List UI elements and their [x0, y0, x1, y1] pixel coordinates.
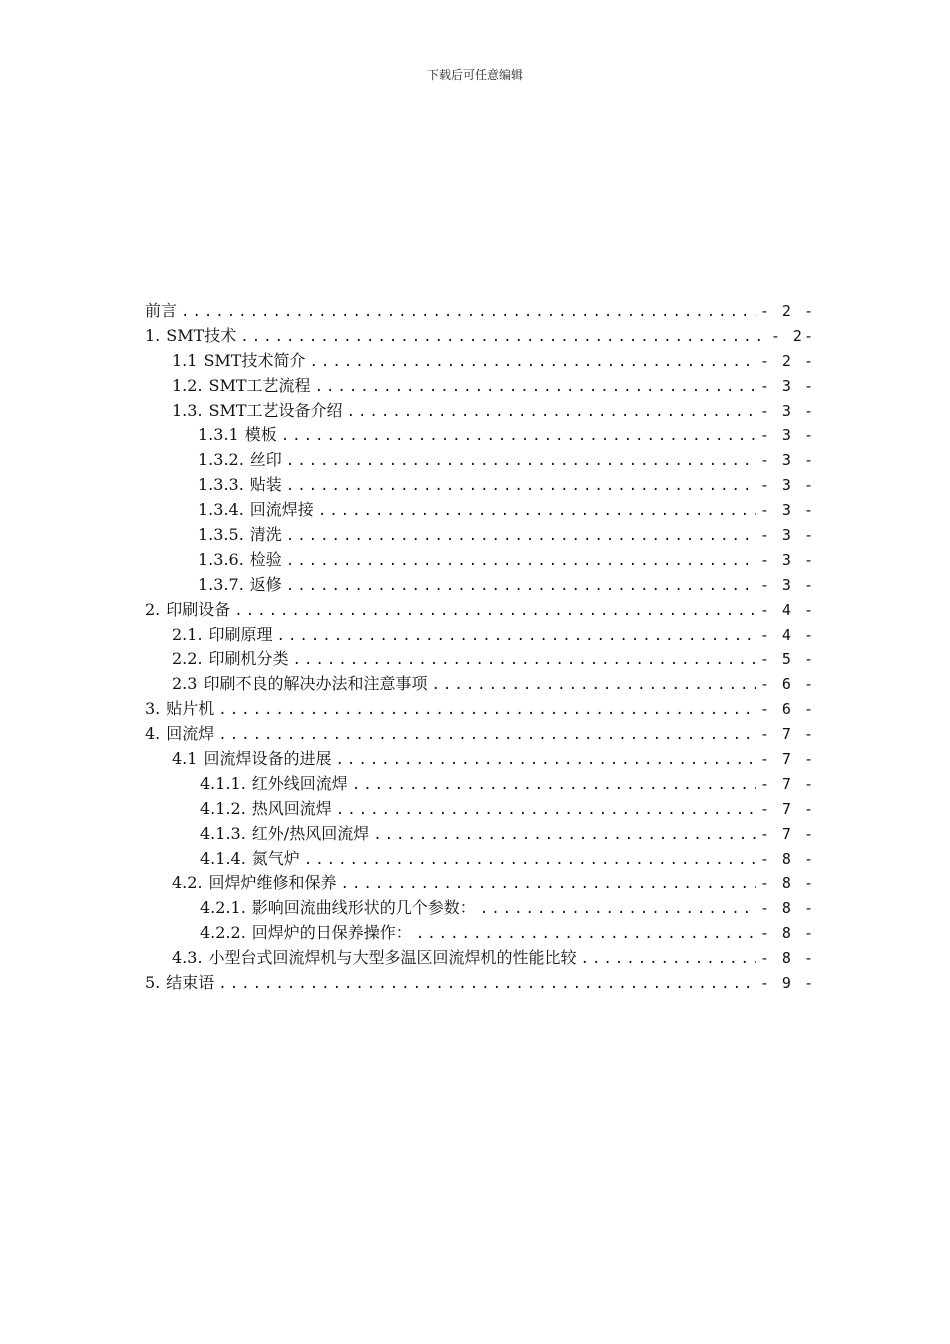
toc-entry-page: - 3 -	[759, 401, 815, 420]
toc-entry[interactable]	[145, 472, 815, 497]
toc-entry-title: SMT工艺流程	[208, 375, 311, 395]
toc-entry[interactable]	[145, 422, 815, 447]
toc-entry-number: 2.2.	[172, 649, 203, 669]
toc-entry[interactable]	[145, 970, 815, 995]
toc-dot-leader	[335, 752, 755, 768]
toc-entry-title: 回流焊	[166, 724, 215, 744]
toc-entry-page: - 3 -	[759, 476, 815, 495]
toc-entry-page: - 9 -	[759, 974, 815, 993]
toc-entry-page: - 8 -	[759, 849, 815, 868]
toc-entry[interactable]	[145, 646, 815, 671]
toc-dot-leader	[309, 354, 755, 370]
toc-entry-page: - 3 -	[759, 426, 815, 445]
toc-entry-number: 1.3.1	[198, 425, 239, 445]
toc-entry[interactable]	[145, 870, 815, 895]
toc-entry-page: - 3 -	[759, 451, 815, 470]
toc-entry[interactable]	[145, 497, 815, 522]
toc-entry-number: 4.1.4.	[200, 848, 246, 868]
toc-entry-page: - 4 -	[759, 600, 815, 619]
toc-entry-number: 2.	[145, 599, 161, 619]
toc-dot-leader	[234, 603, 756, 619]
toc-entry[interactable]	[145, 348, 815, 373]
toc-entry-title: 热风回流焊	[251, 798, 332, 818]
toc-entry-number: 1.3.6.	[198, 549, 244, 569]
toc-entry-title: 回流焊设备的进展	[203, 749, 332, 769]
page-header: 下载后可任意编辑	[426, 68, 523, 82]
toc-entry-number: 1.	[145, 325, 161, 345]
toc-entry-title: 回焊炉的日保养操作：	[251, 923, 412, 943]
toc-dot-leader	[286, 553, 756, 569]
toc-entry[interactable]	[145, 721, 815, 746]
toc-entry-title: 印刷原理	[208, 624, 273, 644]
toc-entry-page: - 5 -	[759, 650, 815, 669]
toc-entry[interactable]	[145, 771, 815, 796]
toc-dot-leader	[286, 453, 756, 469]
toc-entry-number: 5.	[145, 973, 161, 993]
toc-entry-page: - 2 -	[759, 302, 815, 320]
toc-dot-leader	[218, 702, 756, 718]
toc-dot-leader	[318, 503, 756, 519]
toc-dot-leader	[416, 926, 756, 942]
toc-entry-page: - 6 -	[759, 675, 815, 694]
toc-entry-number: 2.3	[172, 674, 198, 694]
toc-entry-number: 4.3.	[172, 948, 203, 968]
toc-entry-page: - 8 -	[759, 924, 815, 943]
toc-entry[interactable]	[145, 447, 815, 472]
toc-entry[interactable]	[145, 945, 815, 970]
toc-dot-leader	[352, 777, 756, 793]
toc-entry-number: 1.3.	[172, 400, 203, 420]
toc-entry-page: - 3 -	[759, 575, 815, 594]
toc-entry-title: SMT工艺设备介绍	[208, 400, 343, 420]
toc-dot-leader	[293, 652, 756, 668]
toc-entry-title: 贴片机	[166, 699, 215, 719]
toc-entry[interactable]	[145, 671, 815, 696]
toc-entry-number: 4.2.2.	[200, 923, 246, 943]
toc-entry-page: - 4 -	[759, 625, 815, 644]
toc-entry-title: 小型台式回流焊机与大型多温区回流焊机的性能比较	[208, 948, 577, 968]
toc-entry-page: - 3 -	[759, 550, 815, 569]
toc-entry-page: - 2 -	[759, 351, 815, 370]
toc-entry-number: 4.2.	[172, 873, 203, 893]
toc-dot-leader	[281, 428, 756, 444]
toc-entry[interactable]	[145, 597, 815, 622]
toc-dot-leader	[286, 528, 756, 544]
toc-entry-page: - 3 -	[759, 501, 815, 520]
toc-entry-page: - 3 -	[759, 376, 815, 395]
toc-dot-leader	[218, 727, 756, 743]
toc-entry-number: 4.	[145, 724, 161, 744]
toc-entry-number: 1.3.2.	[198, 450, 244, 470]
toc-entry-number: 1.3.5.	[198, 525, 244, 545]
toc-entry-title: 回流焊接	[249, 500, 314, 520]
toc-entry-page: - 7 -	[759, 824, 815, 843]
toc-dot-leader	[373, 827, 756, 843]
toc-entry-title: 贴装	[249, 475, 282, 495]
toc-entry-title: 结束语	[166, 973, 215, 993]
toc-dot-leader	[304, 852, 756, 868]
toc-entry[interactable]	[145, 522, 815, 547]
toc-dot-leader	[341, 876, 756, 892]
toc-entry-number: 4.1.3.	[200, 823, 246, 843]
toc-entry-number: 2.1.	[172, 624, 203, 644]
toc-dot-leader	[336, 802, 756, 818]
toc-entry[interactable]	[145, 746, 815, 771]
toc-entry[interactable]	[145, 796, 815, 821]
toc-entry-number: 1.3.7.	[198, 574, 244, 594]
toc-entry-page: - 8 -	[759, 899, 815, 918]
toc-entry-page: - 8 -	[759, 949, 815, 968]
toc-entry-title: 影响回流曲线形状的几个参数：	[251, 898, 476, 918]
toc-entry-title: 氮气炉	[251, 848, 300, 868]
toc-dot-leader	[286, 578, 756, 594]
toc-entry-title: 红外/热风回流焊	[251, 823, 370, 843]
toc-entry-title: 返修	[249, 574, 282, 594]
toc-entry-page: - 3 -	[759, 526, 815, 545]
toc-dot-leader	[347, 404, 756, 420]
toc-entry[interactable]	[145, 821, 815, 846]
toc-entry[interactable]	[145, 920, 815, 945]
toc-entry-page: - 2-	[770, 326, 815, 345]
toc-entry-title: 模板	[244, 425, 277, 445]
toc-entry-number: 1.1	[172, 350, 198, 370]
toc-entry-number: 1.2.	[172, 375, 203, 395]
toc-entry[interactable]	[145, 622, 815, 647]
toc-dot-leader	[581, 951, 756, 967]
toc-dot-leader	[218, 976, 756, 992]
toc-entry-title: 检验	[249, 549, 282, 569]
toc-entry-title: SMT技术	[166, 325, 237, 345]
toc-dot-leader	[315, 379, 756, 395]
toc-entry-title: 丝印	[249, 450, 282, 470]
table-of-contents	[145, 298, 815, 995]
toc-entry[interactable]	[145, 398, 815, 423]
toc-entry-title: 印刷设备	[166, 599, 231, 619]
toc-entry-page: - 7 -	[759, 799, 815, 818]
toc-entry[interactable]	[145, 373, 815, 398]
toc-dot-leader	[277, 628, 756, 644]
toc-entry[interactable]	[145, 895, 815, 920]
toc-entry-title: 前言	[145, 301, 178, 320]
toc-dot-leader	[431, 677, 755, 693]
toc-dot-leader	[480, 901, 756, 917]
toc-entry[interactable]	[145, 572, 815, 597]
toc-dot-leader	[240, 329, 767, 345]
toc-entry-title: SMT技术简介	[203, 350, 306, 370]
toc-entry-number: 4.2.1.	[200, 898, 246, 918]
toc-entry-number: 1.3.3.	[198, 475, 244, 495]
toc-entry[interactable]	[145, 323, 815, 348]
toc-entry-page: - 8 -	[759, 874, 815, 893]
toc-entry-number: 3.	[145, 699, 161, 719]
toc-entry[interactable]	[145, 846, 815, 871]
toc-entry-title: 清洗	[249, 525, 282, 545]
toc-entry[interactable]	[145, 547, 815, 572]
toc-entry[interactable]	[145, 696, 815, 721]
toc-dot-leader	[181, 304, 756, 320]
toc-entry-title: 回焊炉维修和保养	[208, 873, 337, 893]
toc-entry-page: - 7 -	[759, 725, 815, 744]
toc-entry-number: 4.1.1.	[200, 773, 246, 793]
toc-entry-number: 4.1.2.	[200, 798, 246, 818]
toc-entry-title: 印刷不良的解决办法和注意事项	[203, 674, 428, 694]
toc-entry[interactable]	[145, 298, 815, 323]
toc-entry-page: - 6 -	[759, 700, 815, 719]
toc-entry-page: - 7 -	[759, 774, 815, 793]
toc-entry-page: - 7 -	[759, 750, 815, 769]
toc-entry-title: 红外线回流焊	[251, 773, 348, 793]
toc-entry-number: 4.1	[172, 749, 198, 769]
toc-entry-title: 印刷机分类	[208, 649, 289, 669]
toc-entry-number: 1.3.4.	[198, 500, 244, 520]
toc-dot-leader	[286, 478, 756, 494]
